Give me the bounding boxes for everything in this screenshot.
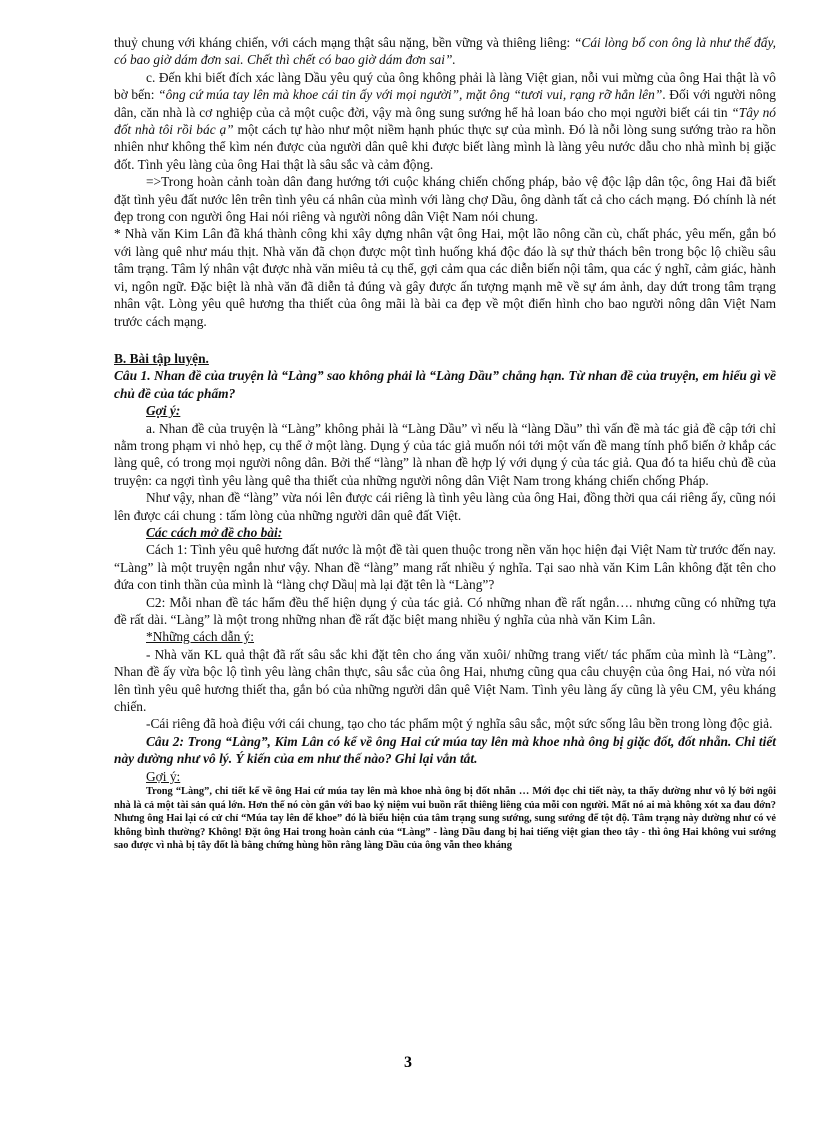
opening-methods-heading: Các cách mở đề cho bài: — [146, 524, 283, 540]
answer-1-a: a. Nhan đề của truyện là “Làng” không phải là “Làng Dầu” vì nếu là “làng Dầu” thì vấn đề mà tác giả đề cập tới chỉ nằm trong phạm vi nhỏ hẹp, cụ thể ở một làng. Dụng ý của tác giả muốn nói tới một vấn đề mang tính phổ biến ở khắp các làng quê, có trong mọi người nông dân. Bởi thế “làng” là nhan đề hợp lý với dụng ý của tác giả. Qua đó ta hiểu chủ đề của truyện: ca ngợi tình yêu làng quê tha thiết của những người nông dân Việt Nam trong kháng chiến chống Pháp. — [114, 420, 776, 488]
lead-in-heading: *Những cách dẫn ý: — [146, 629, 255, 645]
opening-method-2: C2: Mỗi nhan đề tác hẩm đều thể hiện dụng ý của tác giả. Có những nhan đề rất ngắn…. nhưng cũng có những tựa đề rất dài. “Làng” là một trong những nhan đề rất đặc biệt mang nhiều ý nghĩa của nhà văn Kim Lân. — [114, 594, 776, 627]
paragraph-joy — [114, 69, 776, 173]
question-2: Câu 2: Trong “Làng”, Kim Lân có kể về ông Hai cứ múa tay lên mà khoe nhà ông bị giặc đốt, đốt nhẵn. Chi tiết này dường như vô lý. Ý kiến của em như thế nào? Ghi lại vắn tắt. — [114, 733, 776, 767]
lead-in-1: - Nhà văn KL quả thật đã rất sâu sắc khi đặt tên cho áng văn xuôi/ những trang viết/ tác phẩm của mình là “Làng”. Nhan đề ấy vừa bộc lộ tình yêu làng chân thực, sâu sắc của ông Hai, nhưng cũng qua câu chuyện của ông Hai, nó vừa nói lên tình yêu quê hương thiết tha, gắn bó của những người dân quê Việt Nam. Tình yêu làng ấy cũng là yêu CM, yêu kháng chiến. — [114, 646, 776, 715]
opening-method-1: Cách 1: Tình yêu quê hương đất nước là một đề tài quen thuộc trong nền văn học hiện đại Việt Nam từ trước đến nay. “Làng” là một truyện ngắn như vậy. Nhan đề “làng” mang rất nhiều ý nghĩa. Tại sao nhà văn Kim Lân không đặt tên cho đứa con tinh thần của mình là “làng chợ Dầu| mà lại đặt tên là “Làng”? — [114, 542, 776, 593]
answer-1-b: Như vậy, nhan đề “làng” vừa nói lên được cái riêng là tình yêu làng của ông Hai, đồng thời qua cái riêng ấy, cũng nói lên được cái chung : tấm lòng của những người dân quê đất Việt. — [114, 490, 776, 523]
paragraph-loyalty — [114, 34, 776, 69]
paragraph-summary: * Nhà văn Kim Lân đã khá thành công khi xây dựng nhân vật ông Hai, một lão nông cần cù, chất phác, yêu mến, gắn bó với làng quê như máu thịt. Nhà văn đã chọn được một tình huống khá độc đáo là sự thử thách bên trong bộc lộ chiều sâu tâm trạng. Tâm lý nhân vật được nhà văn miêu tả cụ thể, gợi cảm qua các diễn biến nội tâm, qua các ý nghĩ, cảm giác, hành vi, ngôn ngữ. Đặc biệt là nhà văn đã diễn tả đúng và gây được ấn tượng mạnh mẽ về sự ám ảnh, day dứt trong tâm trạng nhân vật. Lòng yêu quê hương tha thiết của ông mãi là bài ca đẹp về một điển hình cho bao người nông dân Việt Nam trước cách mạng. — [114, 226, 776, 329]
document-page — [114, 34, 776, 853]
text-run: . Đối với người nông dân, căn nhà là cơ nghiệp của cả một cuộc đời, vậy mà ông sung sướng hể hả loan báo cho mọi người biết cái tin — [114, 87, 777, 120]
text-run: “Tây nó đốt nhà tôi rồi bác ạ” — [114, 104, 777, 138]
text-run: một cách tự hào như một niềm hạnh phúc thực sự của mình. Đó là nỗi lòng sung sướng trào ra hồn nhiên như không thể kìm nén được của người dân quê khi được biết làng mình là làng yêu nước dẫu cho nhà mình bị giặc đốt. Tình yêu làng của ông Hai thật là sâu sắc và cảm động. — [114, 122, 776, 172]
hint-label-2: Gợi ý: — [146, 768, 181, 784]
text-run: “ông cứ múa tay lên mà khoe cái tin ấy với mọi người”, mặt ông “tươi vui, rạng rỡ hẳn lên” — [158, 87, 663, 103]
paragraph-conclusion: =>Trong hoàn cảnh toàn dân đang hướng tới cuộc kháng chiến chống pháp, bảo vệ độc lập dân tộc, ông Hai đã biết đặt tình yêu đất nước lên trên tình yêu cá nhân của mình với làng chợ Dầu, ông dành tất cả cho cách mạng. Đó chính là nét đẹp trong con người ông Hai nói riêng và người nông dân Việt Nam nói chung. — [114, 174, 776, 225]
question-1: Câu 1. Nhan đề của truyện là “Làng” sao không phải là “Làng Dầu” chẳng hạn. Từ nhan đề của truyện, em hiểu gì về chủ đề của tác phẩm? — [114, 368, 776, 401]
section-heading-b: B. Bài tập luyện. — [114, 350, 209, 366]
text-run: thuỷ chung với kháng chiến, với cách mạng thật sâu nặng, bền vững và thiêng liêng: — [114, 35, 574, 50]
page-number: 3 — [404, 1054, 412, 1071]
lead-in-2: -Cái riêng đã hoà điệu với cái chung, tạo cho tác phẩm một ý nghĩa sâu sắc, một sức sống lâu bền trong lòng độc giả. — [146, 716, 773, 732]
hint-label-1: Gợi ý: — [146, 403, 181, 419]
text-run: “Cái lòng bố con ông là như thế đấy, có bao giờ dám đơn sai. Chết thì chết có bao giờ dám đơn sai”. — [114, 35, 776, 68]
answer-2: Trong “Làng”, chi tiết kể về ông Hai cứ múa tay lên mà khoe nhà ông bị đốt nhẵn … Mới đọc chi tiết này, ta thấy dường như vô lý bởi ngôi nhà là cả một tài sản quá lớn. Hơn thế nó còn gắn với bao kỷ niệm vui buồn rất thiêng liêng của mỗi con người. Mất nó ai mà không xót xa đau đớn? Nhưng ông Hai lại có cử chỉ “Múa tay lên để khoe” đó là biểu hiện của tâm trạng sung sướng, sung sướng để tột độ. Tâm trạng này dường như có vẻ không bình thường? Không! Đặt ông Hai trong hoàn cảnh của “Làng” - làng Dầu đang bị hai tiếng việt gian theo tây - thì ông Hai không vui sướng sao được vì nhà bị tây đốt là bằng chứng hùng hồn rằng làng Dầu của ông vẫn theo kháng — [114, 786, 776, 852]
text-run: c. Đến khi biết đích xác làng Dầu yêu quý của ông không phải là làng Việt gian, nỗi vui mừng của ông Hai thật là vô bờ bến: — [114, 69, 776, 103]
